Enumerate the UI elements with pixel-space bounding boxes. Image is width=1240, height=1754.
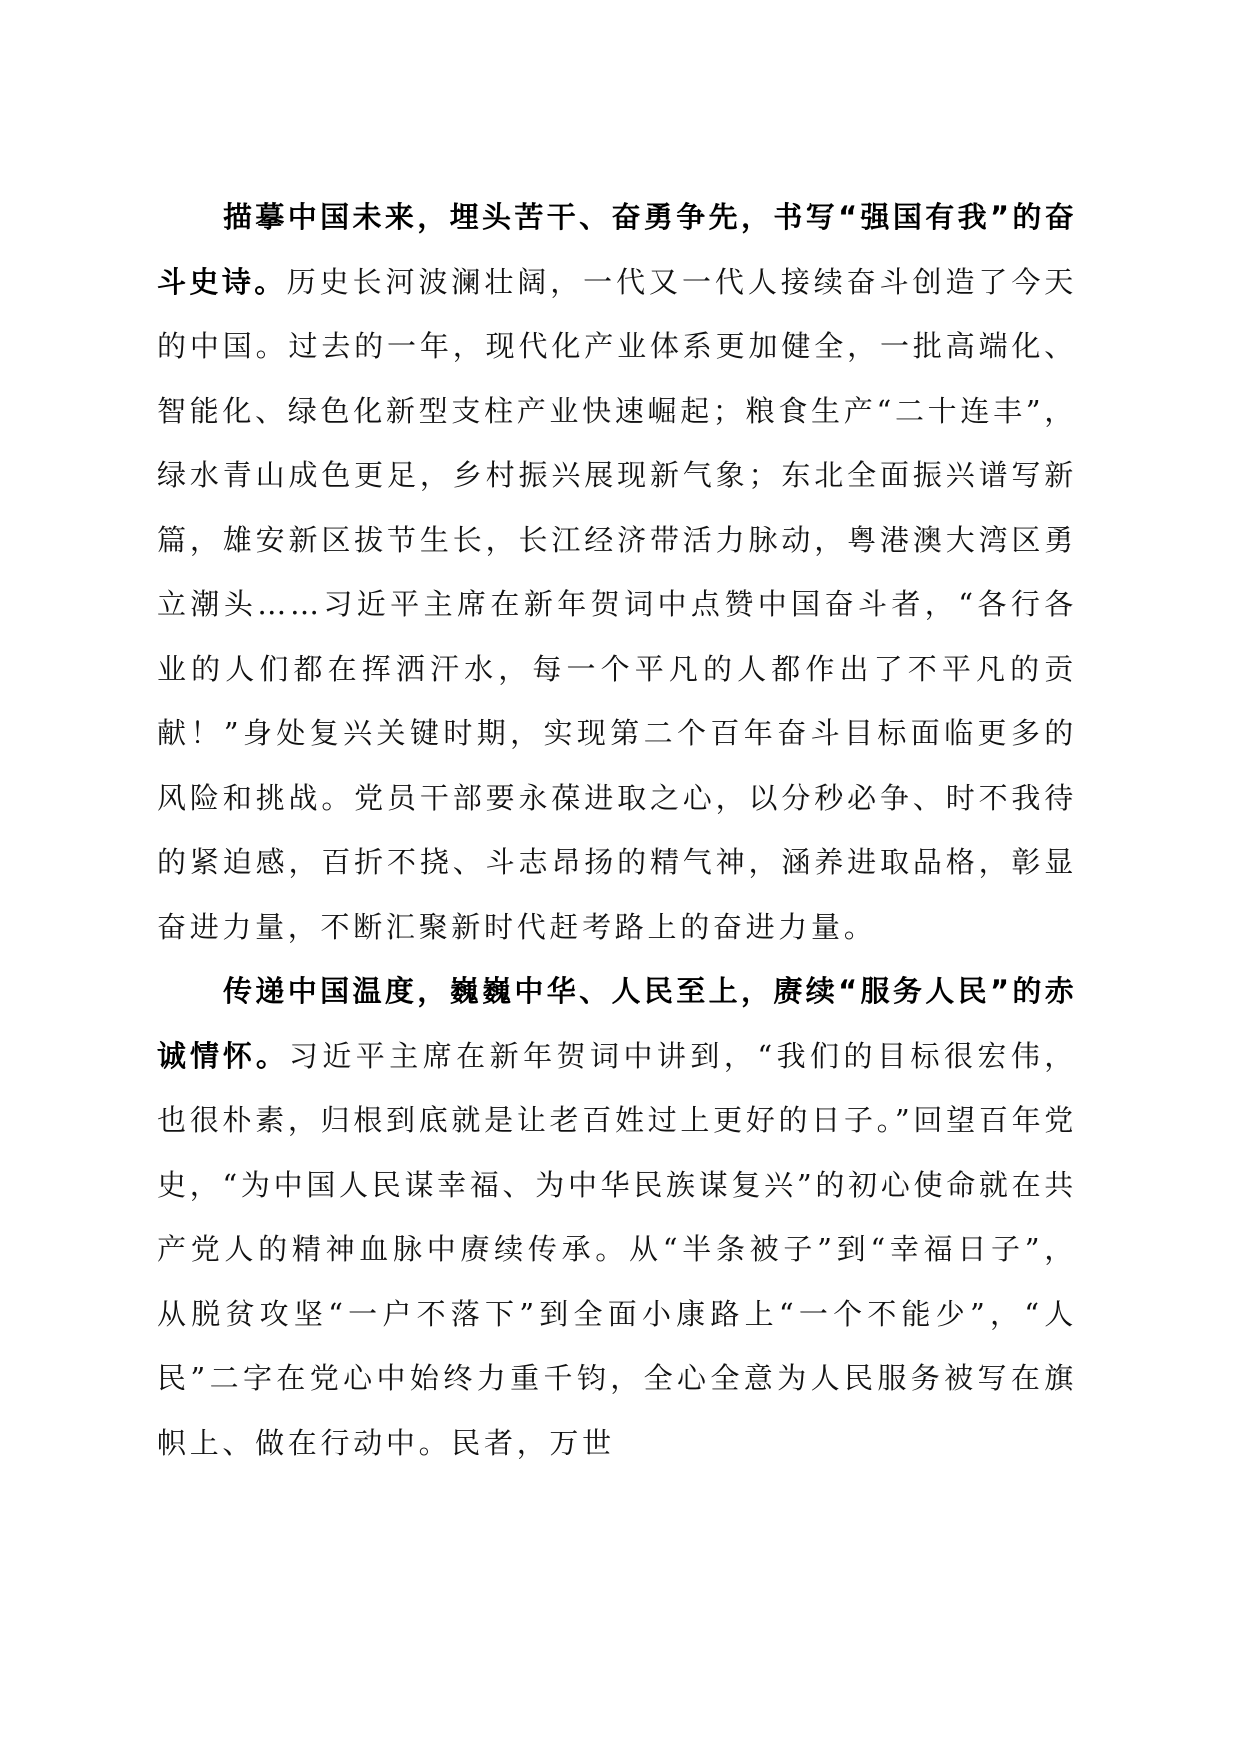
paragraph-striving [157,185,1077,959]
document-body [157,185,1077,1475]
paragraph-serving-people [157,959,1077,1475]
paragraph-text: 习近平主席在新年贺词中讲到，“我们的目标很宏伟，也很朴素，归根到底就是让老百姓过上更好的日子。”回望百年党史，“为中国人民谋幸福、为中华民族谋复兴”的初心使命就在共产党人的精神血脉中赓续传承。从“半条被子”到“幸福日子”，从脱贫攻坚“一户不落下”到全面小康路上“一个不能少”，“人民”二字在党心中始终力重千钧，全心全意为人民服务被写在旗帜上、做在行动中。民者，万世 [157,1038,1077,1460]
paragraph-lead: 传递中国温度，巍巍中华、人民至上，赓续“服务人民”的赤诚情怀。 [157,974,1077,1073]
paragraph-lead: 描摹中国未来，埋头苦干、奋勇争先，书写“强国有我”的奋斗史诗。 [157,200,1077,299]
paragraph-text: 历史长河波澜壮阔，一代又一代人接续奋斗创造了今天的中国。过去的一年，现代化产业体系更加健全，一批高端化、智能化、绿色化新型支柱产业快速崛起；粮食生产“二十连丰”，绿水青山成色更足，乡村振兴展现新气象；东北全面振兴谱写新篇，雄安新区拔节生长，长江经济带活力脉动，粤港澳大湾区勇立潮头……习近平主席在新年贺词中点赞中国奋斗者，“各行各业的人们都在挥洒汗水，每一个平凡的人都作出了不平凡的贡献！”身处复兴关键时期，实现第二个百年奋斗目标面临更多的风险和挑战。党员干部要永葆进取之心，以分秒必争、时不我待的紧迫感，百折不挠、斗志昂扬的精气神，涵养进取品格，彰显奋进力量，不断汇聚新时代赶考路上的奋进力量。 [157,264,1077,944]
